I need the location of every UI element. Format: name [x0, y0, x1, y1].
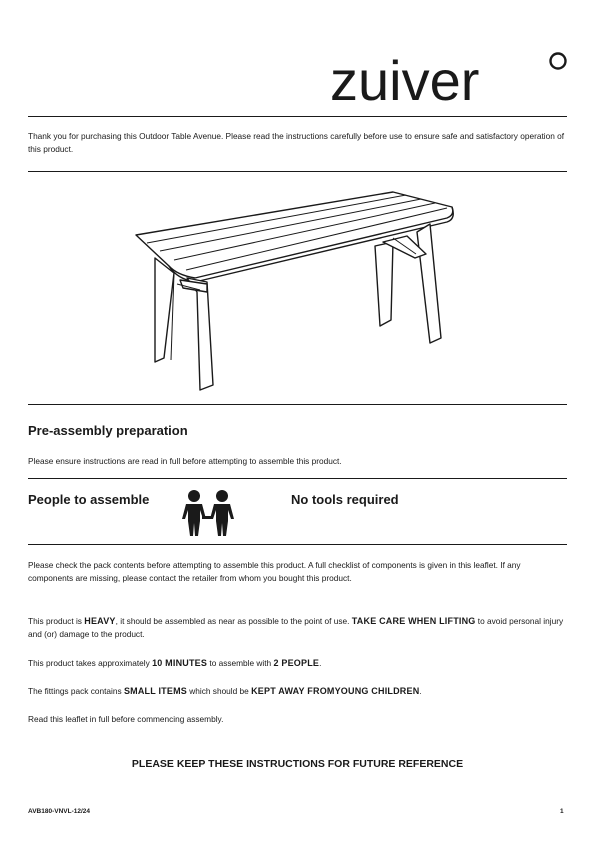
- logo-wordmark: zuiver: [330, 49, 480, 112]
- children-emphasis: KEPT AWAY FROMYOUNG CHILDREN: [251, 686, 420, 696]
- document-code: AVB180-VNVL-12/24: [28, 808, 91, 815]
- intro-rule: [28, 171, 567, 172]
- take-care-emphasis: TAKE CARE WHEN LIFTING: [351, 616, 476, 626]
- section-rule-2: [28, 478, 567, 479]
- tools-heading: No tools required: [291, 492, 399, 507]
- time-paragraph: This product takes approximately 10 MINUTES to assemble with 2 PEOPLE.: [28, 658, 322, 668]
- people-emphasis: 2 PEOPLE: [273, 658, 320, 668]
- page-number: 1: [560, 808, 564, 815]
- table-illustration: [125, 180, 470, 395]
- intro-text: Thank you for purchasing this Outdoor Table Avenue. Please read the instructions carefully before use to ensure safe and satisfactory operation of this product.: [28, 131, 565, 154]
- section-rule-3: [28, 544, 567, 545]
- preassembly-heading: Pre-assembly preparation: [28, 423, 188, 438]
- zuiver-logo: [330, 42, 570, 112]
- header-rule: [28, 116, 567, 117]
- read-leaflet-paragraph: Read this leaflet in full before commencing assembly.: [28, 714, 224, 724]
- two-people-icon: [176, 488, 240, 538]
- logo-ring: [551, 54, 566, 69]
- preassembly-note: Please ensure instructions are read in full before attempting to assemble this product.: [28, 456, 342, 466]
- small-items-emphasis: SMALL ITEMS: [123, 686, 187, 696]
- section-rule-1: [28, 404, 567, 405]
- heavy-paragraph: This product is HEAVY, it should be assembled as near as possible to the point of use. TAKE CARE WHEN LIFTING to avoid personal injury and (or) damage to the product.: [28, 616, 564, 639]
- minutes-emphasis: 10 MINUTES: [152, 658, 208, 668]
- people-heading: People to assemble: [28, 492, 150, 507]
- keep-instructions-notice: PLEASE KEEP THESE INSTRUCTIONS FOR FUTURE REFERENCE: [131, 758, 464, 770]
- heavy-emphasis: HEAVY: [84, 616, 116, 626]
- pack-contents-paragraph: Please check the pack contents before attempting to assemble this product. A full checklist of components is given in this leaflet. If any components are missing, please contact the retailer from whom you bought this product.: [28, 560, 521, 583]
- small-items-paragraph: The fittings pack contains SMALL ITEMS which should be KEPT AWAY FROMYOUNG CHILDREN.: [28, 686, 422, 696]
